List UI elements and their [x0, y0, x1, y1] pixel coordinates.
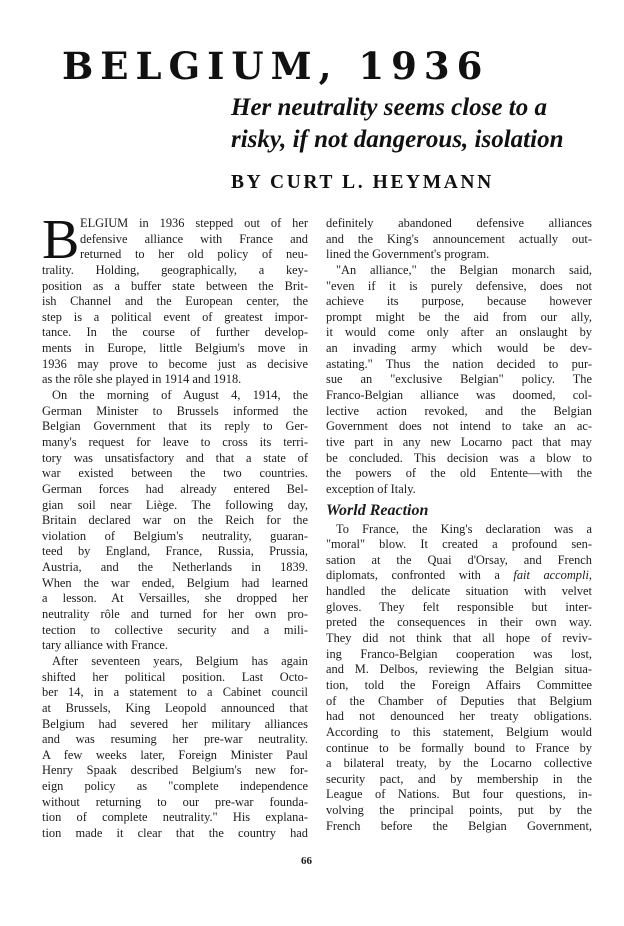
text-line: Austria, and the Netherlands in 1839.	[42, 560, 308, 575]
text-line: To France, the King's declaration was a	[336, 521, 592, 536]
text-line: tory was unsatisfactory and that a state of	[42, 450, 308, 465]
text-line: many's request for leave to cross its terri-	[42, 434, 308, 449]
right-column-part-a	[326, 216, 592, 498]
text-line: security pact, and by membership in the	[326, 771, 592, 786]
text-line: 1936 may prove to become just as decisive	[42, 356, 308, 371]
text-line: shifted her political position. Last Octo-	[42, 669, 308, 684]
page-number: 66	[301, 855, 312, 867]
text-line: the powers of the old Entente—with the	[326, 466, 592, 481]
text-line: volving the principal points, put by the	[326, 803, 592, 818]
text-line: ish Channel and the European center, the	[42, 294, 308, 309]
text-line: French before the Belgian Government,	[326, 818, 592, 833]
text-line: Government does not intend to take an ac-	[326, 419, 592, 434]
text-line: gian soil near Liège. The following day,	[42, 497, 308, 512]
text-line: preted the consequences in their own way.	[326, 615, 592, 630]
text-line: eign policy as "complete independence	[42, 779, 308, 794]
text-line: sue an "exclusive Belgian" policy. The	[326, 372, 592, 387]
text-line: lined the Government's program.	[326, 247, 490, 262]
text-line: as the rôle she played in 1914 and 1918.	[42, 372, 242, 387]
text-line: "even if it is purely defensive, does not	[326, 278, 592, 293]
text-line: achieve its purpose, because however	[326, 294, 592, 309]
text-line: an invading army which would be dev-	[326, 341, 592, 356]
text-line: League of Nations. But four questions, in-	[326, 787, 592, 802]
left-column	[42, 209, 308, 842]
text-line: "moral" blow. It created a profound sen-	[326, 537, 592, 552]
article-title: BELGIUM, 1936	[62, 44, 490, 88]
text-line: Henry Spaak described Belgium's new for-	[42, 763, 308, 778]
subtitle-line: risky, if not dangerous, isolation	[231, 126, 564, 153]
text-line: position as a buffer state between the Brit-	[42, 278, 308, 293]
text-line: returned to her old policy of neu-	[80, 247, 308, 262]
subtitle-line: Her neutrality seems close to a	[231, 94, 547, 121]
text-line: be concluded. This decision was a blow to	[326, 450, 592, 465]
text-line: tion of complete neutrality." His explana-	[42, 810, 308, 825]
author-byline: BY CURT L. HEYMANN	[231, 172, 494, 193]
text-line: tive part in any new Locarno pact that may	[326, 434, 592, 449]
text-line: and the King's announcement actually out-	[326, 231, 592, 246]
text-line: sation at the Quai d'Orsay, and French	[326, 552, 592, 567]
text-line: A few weeks later, Foreign Minister Paul	[42, 747, 308, 762]
text-line: lective action revoked, and the Belgian	[326, 403, 592, 418]
text-line: and was resuming her pre-war neutrality.	[42, 732, 308, 747]
text-line: Franco-Belgian alliance was doomed, col-	[326, 388, 592, 403]
text-line: tance. In the course of further develop-	[42, 325, 308, 340]
right-column-part-b	[326, 522, 592, 835]
text-line: After seventeen years, Belgium has again	[52, 653, 308, 668]
text-line: diplomats, confronted with a fait accompli,	[326, 568, 592, 583]
text-line: Britain declared war on the Reich for the	[42, 513, 308, 528]
text-line: When the war ended, Belgium had learned	[42, 575, 308, 590]
text-line: prompt might be the aid from our ally,	[326, 309, 592, 324]
text-line: ber 14, in a statement to a Cabinet council	[42, 685, 308, 700]
text-line: ments in Europe, little Belgium's move in	[42, 341, 308, 356]
text-line: "An alliance," the Belgian monarch said,	[336, 262, 592, 277]
text-line: without returning to our pre-war founda-	[42, 794, 308, 809]
text-line: violation of Belgium's neutrality, guaran-	[42, 528, 308, 543]
text-line: ing Franco-Belgian cooperation was lost,	[326, 646, 592, 661]
text-line: tary alliance with France.	[42, 638, 168, 653]
text-line: neutrality rôle and turned for her own pro-	[42, 607, 308, 622]
text-line: war existed between the two countries.	[42, 466, 308, 481]
right-column	[326, 216, 592, 834]
text-line: and M. Delbos, reviewing the Belgian situa-	[326, 662, 592, 677]
text-line: definitely abandoned defensive alliances	[326, 216, 592, 230]
text-line: of the Chamber of Deputies that Belgium	[326, 693, 592, 708]
text-line: German Minister to Brussels informed the	[42, 403, 308, 418]
text-line: step is a political event of greatest impor-	[42, 309, 308, 324]
text-line: defensive alliance with France and	[80, 231, 308, 246]
text-line: handled the delicate situation with velvet	[326, 584, 592, 599]
text-line: had not denounced her treaty obligations.	[326, 709, 592, 724]
text-line: at Brussels, King Leopold announced that	[42, 700, 308, 715]
text-line: Belgian Government that its reply to Ger-	[42, 419, 308, 434]
text-line: tion made it clear that the country had	[42, 825, 308, 840]
text-line: They did not think that all hope of reviv-	[326, 631, 592, 646]
text-line: a lesson. At Versailles, she dropped her	[42, 591, 308, 606]
text-line: German forces had already entered Bel-	[42, 481, 308, 496]
text-line: trality. Holding, geographically, a key-	[42, 262, 308, 277]
section-heading: World Reaction	[326, 501, 429, 519]
text-line: a bilateral treaty, by the Locarno collective	[326, 756, 592, 771]
text-line: ELGIUM in 1936 stepped out of her	[80, 216, 308, 230]
drop-cap: B	[42, 209, 80, 271]
article-subtitle	[231, 92, 591, 156]
text-line: astating." Thus the nation decided to pur-	[326, 356, 592, 371]
text-line: it would come only after an onslaught by	[326, 325, 592, 340]
text-line: exception of Italy.	[326, 481, 416, 496]
text-line: continue to be formally bound to France by	[326, 740, 592, 755]
text-line: tion, told the Foreign Affairs Committee	[326, 677, 592, 692]
text-line: gloves. They felt responsible but inter-	[326, 599, 592, 614]
text-line: Belgium had severed her military alliances	[42, 716, 308, 731]
text-line: teed by England, France, Russia, Prussia,	[42, 544, 308, 559]
text-line: tection to collective security and a mili-	[42, 622, 308, 637]
text-line: On the morning of August 4, 1914, the	[52, 388, 308, 403]
text-line: According to this statement, Belgium would	[326, 724, 592, 739]
